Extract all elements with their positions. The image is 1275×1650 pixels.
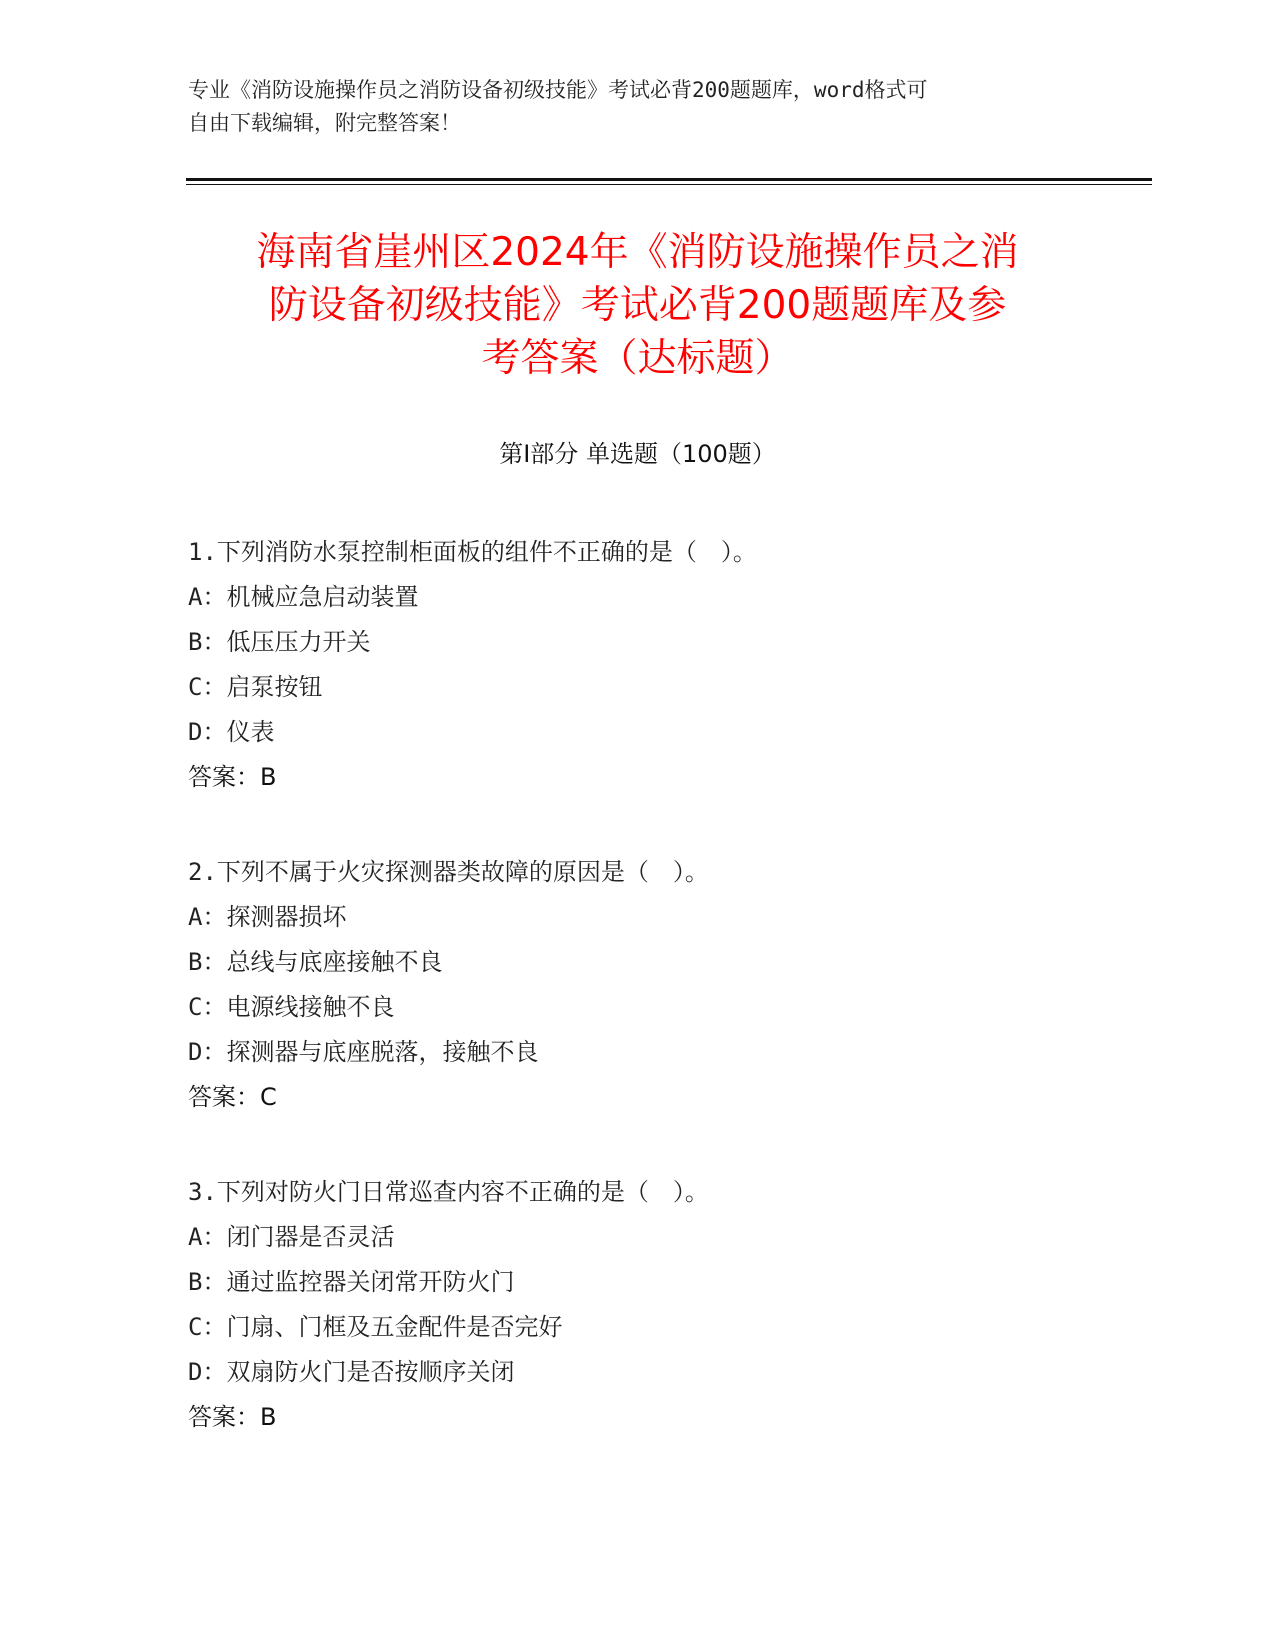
header-note	[188, 74, 1088, 140]
option-c: C：门扇、门框及五金配件是否完好	[188, 1313, 563, 1341]
header-note-line-2: 自由下载编辑，附完整答案！	[188, 111, 461, 135]
answer-line: 答案：C	[188, 1083, 277, 1111]
question-item	[188, 850, 1148, 1120]
header-note-line-1: 专业《消防设施操作员之消防设备初级技能》考试必背200题题库，word格式可	[188, 78, 928, 102]
document-title-line-3: 考答案（达标题）	[481, 336, 794, 381]
option-b: B：低压压力开关	[188, 628, 371, 656]
option-b: B：通过监控器关闭常开防火门	[188, 1268, 515, 1296]
question-stem: 1.下列消防水泵控制柜面板的组件不正确的是（ ）。	[188, 538, 757, 566]
question-list	[188, 530, 1148, 1490]
document-title	[150, 226, 1125, 385]
option-a: A：探测器损坏	[188, 903, 347, 931]
option-a: A：机械应急启动装置	[188, 583, 419, 611]
document-title-line-2: 防设备初级技能》考试必背200题题库及参	[268, 283, 1007, 328]
answer-line: 答案：B	[188, 1403, 277, 1431]
option-b: B：总线与底座接触不良	[188, 948, 443, 976]
question-stem: 3.下列对防火门日常巡查内容不正确的是（ ）。	[188, 1178, 709, 1206]
document-title-line-1: 海南省崖州区2024年《消防设施操作员之消	[256, 230, 1019, 275]
question-item	[188, 530, 1148, 800]
question-stem: 2.下列不属于火灾探测器类故障的原因是（ ）。	[188, 858, 709, 886]
option-c: C：电源线接触不良	[188, 993, 395, 1021]
question-item	[188, 1170, 1148, 1440]
section-heading: 第Ⅰ部分 单选题（100题）	[499, 440, 776, 468]
option-d: D：探测器与底座脱落，接触不良	[188, 1038, 539, 1066]
option-d: D：双扇防火门是否按顺序关闭	[188, 1358, 515, 1386]
header-divider-thick	[186, 178, 1152, 181]
option-c: C：启泵按钮	[188, 673, 323, 701]
header-divider-thin	[186, 184, 1152, 185]
option-d: D：仪表	[188, 718, 275, 746]
option-a: A：闭门器是否灵活	[188, 1223, 395, 1251]
answer-line: 答案：B	[188, 763, 277, 791]
